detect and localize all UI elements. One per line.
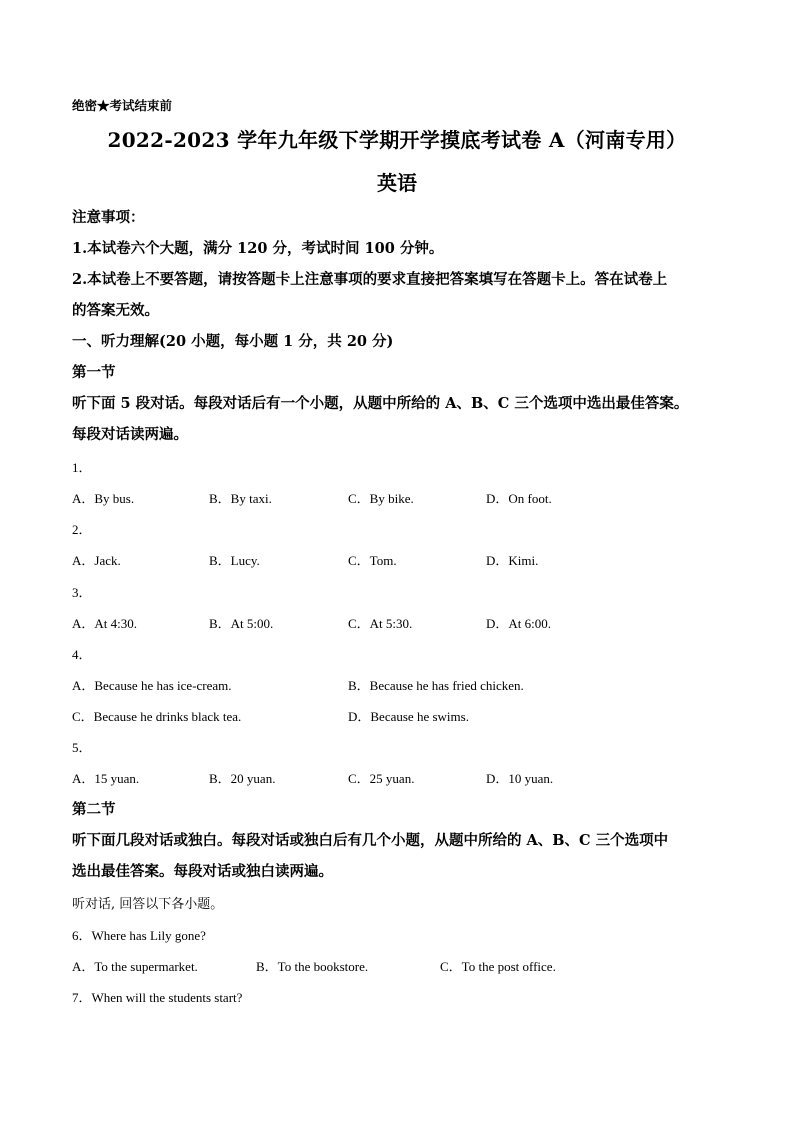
notes-item-2-line-2: 的答案无效。 xyxy=(72,302,159,319)
option-c: C．By bike. xyxy=(348,491,414,506)
notes-item-2-line-1: 2.本试卷上不要答题，请按答题卡上注意事项的要求直接把答案填写在答题卡上。答在试卷上 xyxy=(72,271,668,288)
part-1-label: 第一节 xyxy=(72,364,116,381)
option-b: B．At 5:00. xyxy=(209,616,274,631)
option-b: B．20 yuan. xyxy=(209,771,276,786)
part-1-instruction-line-2: 每段对话读两遍。 xyxy=(72,426,188,443)
question-number: 3． xyxy=(72,585,92,600)
exam-title: 2022-2023 学年九年级下学期开学摸底考试卷 A（河南专用） xyxy=(107,128,687,152)
option-b: B．To the bookstore. xyxy=(256,959,369,974)
question-number: 1． xyxy=(72,460,92,475)
option-b: B．Because he has fried chicken. xyxy=(348,678,524,693)
option-a: A．15 yuan. xyxy=(72,771,140,786)
dialogue-intro: 听对话, 回答以下各小题。 xyxy=(72,897,224,912)
option-b: B．Lucy. xyxy=(209,553,260,568)
option-a: A．At 4:30. xyxy=(72,616,138,631)
part-2-instruction-line-2: 选出最佳答案。每段对话或独白读两遍。 xyxy=(72,863,333,880)
option-c: C．Tom. xyxy=(348,553,397,568)
option-a: A．Jack. xyxy=(72,553,121,568)
option-d: D．10 yuan. xyxy=(486,771,554,786)
option-d: D．Because he swims. xyxy=(348,709,469,724)
question-7-text: 7．When will the students start? xyxy=(72,990,243,1005)
part-2-instruction-line-1: 听下面几段对话或独白。每段对话或独白后有几个小题，从题中所给的 A、B、C 三个选项中 xyxy=(72,832,669,849)
question-number: 5． xyxy=(72,740,92,755)
confidential-label: 绝密★考试结束前 xyxy=(72,98,173,113)
option-a: A．Because he has ice-cream. xyxy=(72,678,232,693)
option-a: A．To the supermarket. xyxy=(72,959,198,974)
notes-item-1: 1.本试卷六个大题，满分 120 分，考试时间 100 分钟。 xyxy=(72,240,444,257)
notes-heading: 注意事项： xyxy=(72,209,145,226)
question-number: 2． xyxy=(72,522,92,537)
option-c: C．At 5:30. xyxy=(348,616,413,631)
option-d: D．Kimi. xyxy=(486,553,539,568)
part-2-label: 第二节 xyxy=(72,801,116,818)
option-a: A．By bus. xyxy=(72,491,135,506)
option-c: C．To the post office. xyxy=(440,959,556,974)
option-d: D．On foot. xyxy=(486,491,552,506)
question-number: 4． xyxy=(72,647,92,662)
option-d: D．At 6:00. xyxy=(486,616,552,631)
option-c: C．25 yuan. xyxy=(348,771,415,786)
section-heading-listening: 一、听力理解(20 小题，每小题 1 分，共 20 分) xyxy=(72,333,394,350)
subject-title: 英语 xyxy=(377,171,417,195)
option-c: C．Because he drinks black tea. xyxy=(72,709,242,724)
option-b: B．By taxi. xyxy=(209,491,272,506)
part-1-instruction-line-1: 听下面 5 段对话。每段对话后有一个小题，从题中所给的 A、B、C 三个选项中选出最佳答案。 xyxy=(72,395,689,412)
question-6-text: 6．Where has Lily gone? xyxy=(72,928,206,943)
